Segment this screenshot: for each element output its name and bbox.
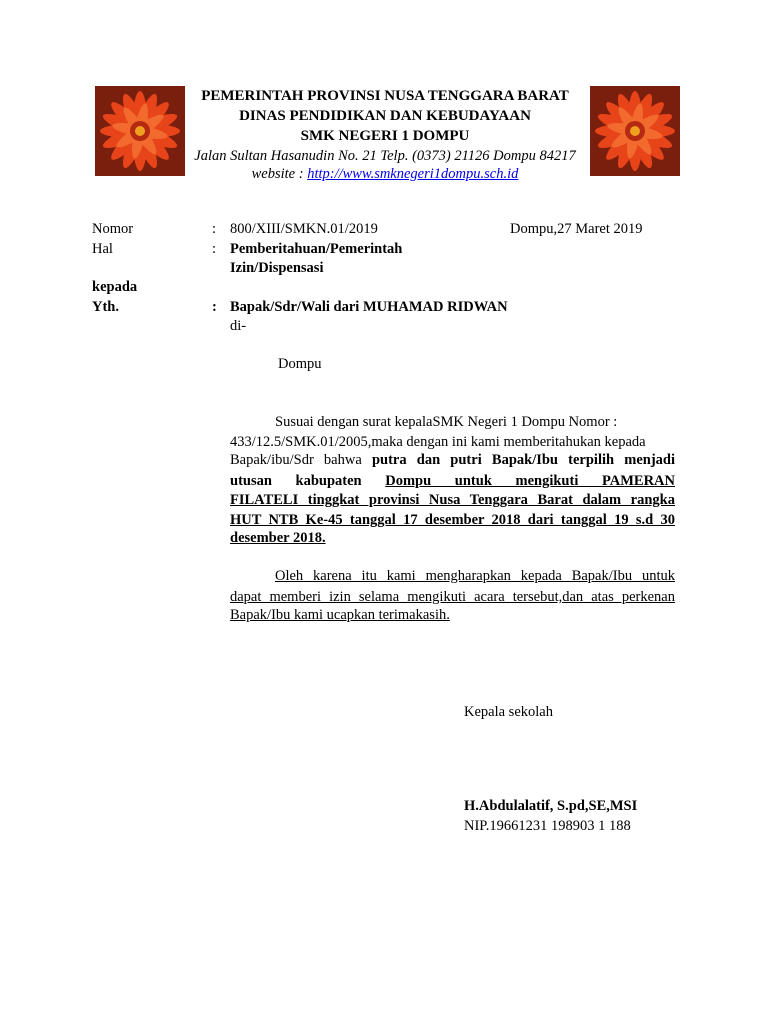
recipient-place: Dompu [278, 356, 322, 372]
letterhead-address: Jalan Sultan Hasanudin No. 21 Telp. (0373) 21126 Dompu 84217 [194, 148, 576, 164]
p1-line-6: HUT NTB Ke-45 tanggal 17 desember 2018 dari tanggal 19 s.d 30 [230, 512, 675, 528]
letter-date: Dompu,27 Maret 2019 [510, 221, 643, 237]
letterhead-line-1: PEMERINTAH PROVINSI NUSA TENGGARA BARAT [201, 88, 569, 104]
hal-colon: : [212, 241, 217, 257]
p1-line-3-normal: Bapak/ibu/Sdr bahwa [230, 452, 362, 468]
hal-value-line-2: Izin/Dispensasi [230, 260, 324, 276]
p2-line-1: Oleh karena itu kami mengharapkan kepada Bapak/Ibu untuk [275, 568, 675, 584]
website-label: website : [251, 166, 304, 182]
nomor-colon: : [212, 221, 217, 237]
p1-line-4 [230, 471, 675, 492]
yth-label: Yth. [92, 299, 119, 315]
di-text: di- [230, 318, 247, 334]
p1-line-4-bold: utusan kabupaten [230, 473, 362, 489]
signature-name: H.Abdulalatif, S.pd,SE,MSI [464, 798, 638, 814]
p1-line-7: desember 2018. [230, 530, 326, 546]
yth-colon: : [212, 299, 217, 315]
signature-title: Kepala sekolah [464, 704, 553, 720]
p1-line-1: Susuai dengan surat kepalaSMK Negeri 1 Dompu Nomor : [275, 414, 618, 430]
p2-line-2: dapat memberi izin selama mengikuti acara tersebut,dan atas perkenan [230, 589, 675, 605]
nomor-value: 800/XIII/SMKN.01/2019 [230, 221, 378, 237]
hal-value-line-1: Pemberitahuan/Pemerintah [230, 241, 403, 257]
nomor-label: Nomor [92, 221, 134, 237]
kepada-label: kepada [92, 279, 138, 295]
p1-line-4-underlined: Dompu untuk mengikuti PAMERAN [385, 473, 675, 489]
p2-line-3: Bapak/Ibu kami ucapkan terimakasih. [230, 607, 450, 623]
letterhead-line-2: DINAS PENDIDIKAN DAN KEBUDAYAAN [239, 108, 531, 124]
p1-line-2: 433/12.5/SMK.01/2005,maka dengan ini kami memberitahukan kepada [230, 434, 646, 450]
p1-line-3-bold: putra dan putri Bapak/Ibu terpilih menjadi [371, 452, 675, 468]
hal-label: Hal [92, 241, 113, 257]
flower-logo-right-icon [590, 86, 680, 176]
website-link[interactable]: http://www.smknegeri1dompu.sch.id [307, 166, 519, 182]
recipient: Bapak/Sdr/Wali dari MUHAMAD RIDWAN [230, 299, 508, 315]
signature-nip: NIP.19661231 198903 1 188 [464, 818, 631, 834]
p1-line-3 [230, 450, 675, 471]
p1-line-5: FILATELI tinggkat provinsi Nusa Tenggara Barat dalam rangka [230, 492, 675, 508]
letterhead-line-3: SMK NEGERI 1 DOMPU [300, 128, 470, 144]
letterhead-website [170, 164, 600, 184]
